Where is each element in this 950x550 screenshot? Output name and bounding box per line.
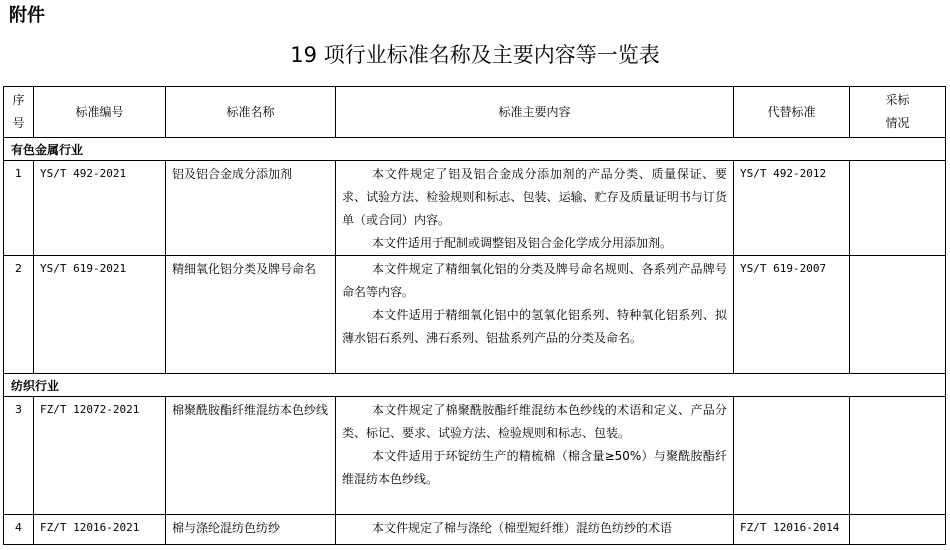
standard-content [336, 515, 734, 545]
standard-content [336, 256, 734, 374]
row-number: 4 [4, 515, 34, 545]
content-paragraph: 本文件适用于精细氧化铝中的氢氧化铝系列、特种氧化铝系列、拟薄水铝石系列、沸石系列、铝盐系列产品的分类及命名。 [342, 308, 727, 345]
row-number: 1 [4, 161, 34, 256]
adoption-status [850, 397, 946, 515]
col-header-replaces: 代替标准 [734, 87, 850, 138]
content-paragraph: 本文件适用于环锭纺生产的精梳棉（棉含量≥50%）与聚酰胺酯纤维混纺本色纱线。 [342, 449, 727, 486]
replaced-standard [734, 397, 850, 515]
adoption-status [850, 161, 946, 256]
standard-name: 棉聚酰胺酯纤维混纺本色纱线 [166, 397, 336, 515]
standard-code: YS/T 619-2021 [34, 256, 166, 374]
table-row [4, 515, 946, 545]
standard-name: 精细氧化铝分类及牌号命名 [166, 256, 336, 374]
replaced-standard: FZ/T 12016-2014 [734, 515, 850, 545]
col-header-content: 标准主要内容 [336, 87, 734, 138]
section-label: 纺织行业 [4, 374, 946, 397]
standards-table [3, 86, 946, 545]
table-row [4, 161, 946, 256]
header-row [4, 87, 946, 138]
col-header-code: 标准编号 [34, 87, 166, 138]
row-number: 2 [4, 256, 34, 374]
content-paragraph: 本文件规定了棉聚酰胺酯纤维混纺本色纱线的术语和定义、产品分类、标记、要求、试验方法、检验规则和标志、包装。 [342, 403, 727, 440]
col-header-adoption: 采标情况 [850, 87, 946, 138]
attachment-label: 附件 [9, 5, 45, 26]
section-label: 有色金属行业 [4, 138, 946, 161]
standard-content [336, 397, 734, 515]
col-header-name: 标准名称 [166, 87, 336, 138]
col-header-no: 序号 [4, 87, 34, 138]
standard-code: FZ/T 12072-2021 [34, 397, 166, 515]
section-row [4, 374, 946, 397]
standard-name: 棉与涤纶混纺色纺纱 [166, 515, 336, 545]
content-paragraph: 本文件规定了棉与涤纶（棉型短纤维）混纺色纺纱的术语 [372, 521, 673, 535]
replaced-standard: YS/T 492-2012 [734, 161, 850, 256]
adoption-status [850, 515, 946, 545]
standard-name: 铝及铝合金成分添加剂 [166, 161, 336, 256]
adoption-status [850, 256, 946, 374]
content-paragraph: 本文件适用于配制或调整铝及铝合金化学成分用添加剂。 [372, 236, 673, 250]
document-title: 19 项行业标准名称及主要内容等一览表 [290, 43, 660, 67]
row-number: 3 [4, 397, 34, 515]
section-row [4, 138, 946, 161]
standard-code: YS/T 492-2021 [34, 161, 166, 256]
replaced-standard: YS/T 619-2007 [734, 256, 850, 374]
standard-code: FZ/T 12016-2021 [34, 515, 166, 545]
content-paragraph: 本文件规定了铝及铝合金成分添加剂的产品分类、质量保证、要求、试验方法、检验规则和标志、包装、运输、贮存及质量证明书与订货单（或合同）内容。 [342, 167, 727, 227]
table-row [4, 256, 946, 374]
table-row [4, 397, 946, 515]
standard-content [336, 161, 734, 256]
content-paragraph: 本文件规定了精细氧化铝的分类及牌号命名规则、各系列产品牌号命名等内容。 [342, 262, 727, 299]
